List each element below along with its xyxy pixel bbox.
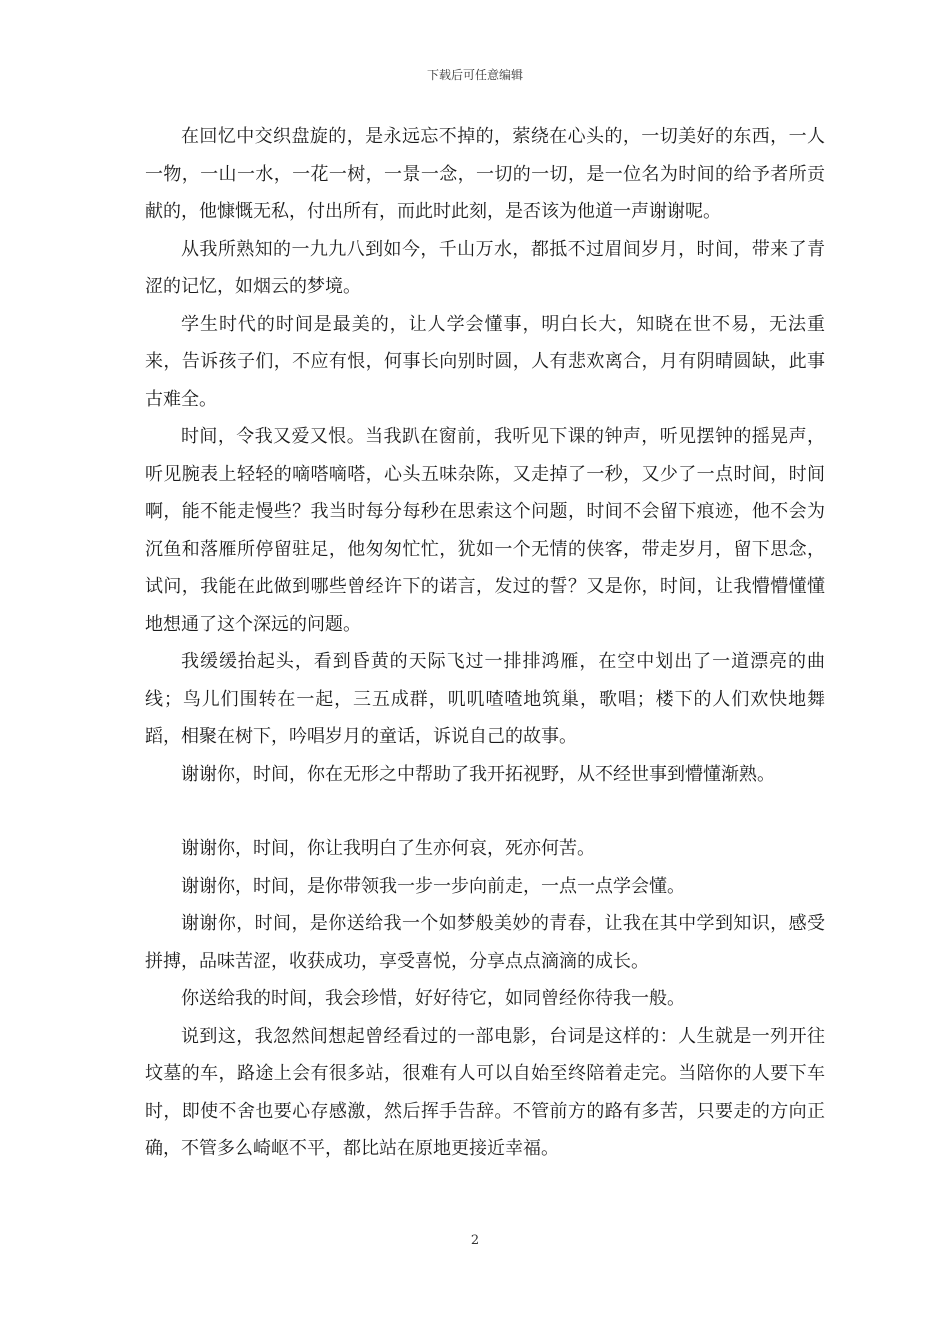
paragraph: 我缓缓抬起头，看到昏黄的天际飞过一排排鸿雁，在空中划出了一道漂亮的曲线；鸟儿们围转在一起，三五成群，叽叽喳喳地筑巢，歌唱；楼下的人们欢快地舞蹈，相聚在树下，吟唱岁月的童话，诉说自己的故事。 [145,651,825,747]
page-number: 2 [470,1233,480,1248]
paragraph: 从我所熟知的一九九八到如今，千山万水，都抵不过眉间岁月，时间，带来了青涩的记忆，如烟云的梦境。 [145,238,825,297]
paragraph: 谢谢你，时间，是你带领我一步一步向前走，一点一点学会懂。 [181,875,685,897]
paragraph: 在回忆中交织盘旋的，是永远忘不掉的，萦绕在心头的，一切美好的东西，一人一物，一山一水，一花一树，一景一念，一切的一切，是一位名为时间的给予者所贡献的，他慷慨无私，付出所有，而此时此刻，是否该为他道一声谢谢呢。 [145,126,825,222]
paragraph: 谢谢你，时间，你在无形之中帮助了我开拓视野，从不经世事到懵懂渐熟。 [181,763,775,785]
paragraph: 谢谢你，时间，是你送给我一个如梦般美妙的青春，让我在其中学到知识，感受拼搏，品味苦涩，收获成功，享受喜悦，分享点点滴滴的成长。 [145,913,825,972]
paragraph: 学生时代的时间是最美的，让人学会懂事，明白长大，知晓在世不易，无法重来，告诉孩子们，不应有恨，何事长向别时圆，人有悲欢离合，月有阴晴圆缺，此事古难全。 [145,313,825,410]
paragraph: 你送给我的时间，我会珍惜，好好待它，如同曾经你待我一般。 [181,988,685,1009]
document-body [145,118,825,1168]
page-header: 下载后可任意编辑 [426,68,523,82]
paragraph: 谢谢你，时间，你让我明白了生亦何哀，死亦何苦。 [181,838,595,859]
paragraph: 说到这，我忽然间想起曾经看过的一部电影，台词是这样的：人生就是一列开往坟墓的车，路途上会有很多站，很难有人可以自始至终陪着走完。当陪你的人要下车时，即使不舍也要心存感激，然后挥手告辞。不管前方的路有多苦，只要走的方向正确，不管多么崎岖不平，都比站在原地更接近幸福。 [145,1025,825,1159]
paragraph: 时间，令我又爱又恨。当我趴在窗前，我听见下课的钟声，听见摆钟的摇晃声，听见腕表上轻轻的嘀嗒嘀嗒，心头五味杂陈，又走掉了一秒，又少了一点时间，时间啊，能不能走慢些？我当时每分每秒在思索这个问题，时间不会留下痕迹，他不会为沉鱼和落雁所停留驻足，他匆匆忙忙，犹如一个无情的侠客，带走岁月，留下思念，试问，我能在此做到哪些曾经许下的诺言，发过的誓？又是你，时间，让我懵懵懂懂地想通了这个深远的问题。 [145,426,825,635]
